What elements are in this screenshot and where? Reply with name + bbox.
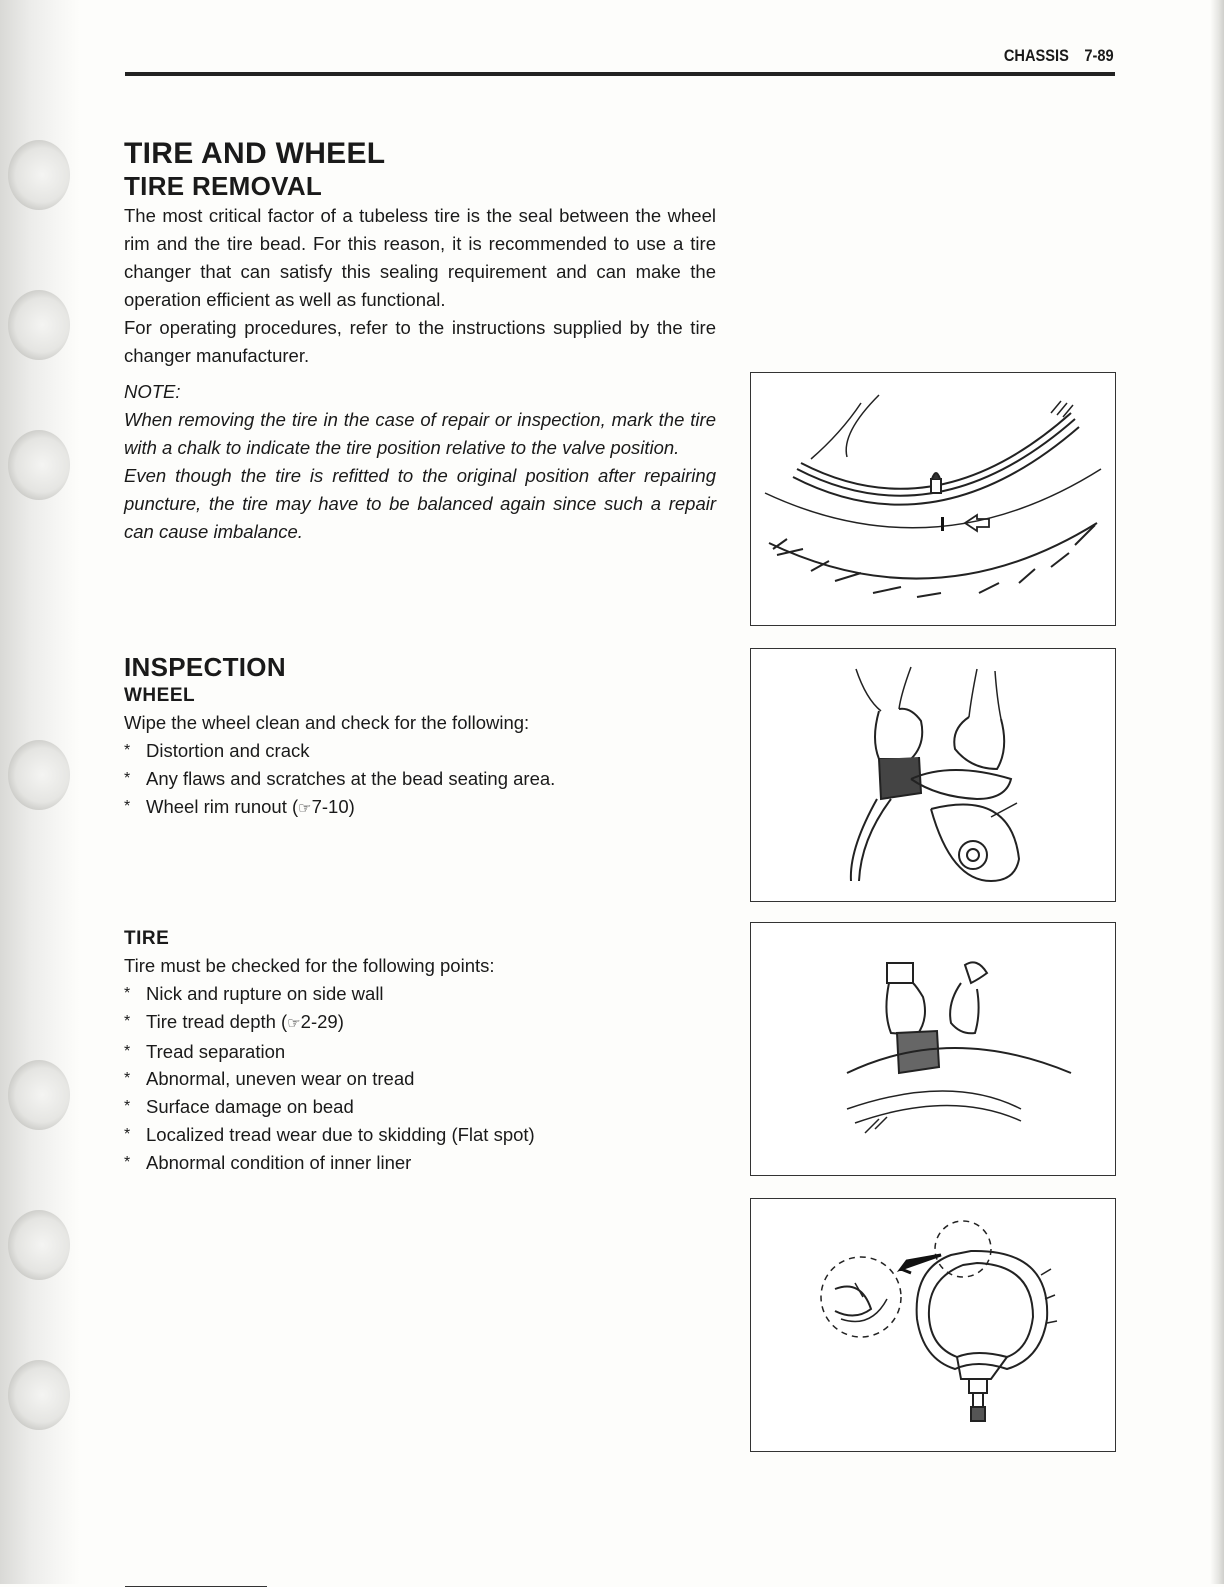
section-title: TIRE AND WHEEL (124, 137, 386, 170)
tire-inspection-section (124, 928, 716, 1177)
binder-edge (0, 0, 80, 1584)
binder-hole (8, 430, 70, 500)
list-item: * Nick and rupture on side wall (124, 980, 716, 1008)
note-text: Even though the tire is refitted to the original position after repairing puncture, the tire may have to be balanced again since such a repair can cause imbalance. (124, 465, 716, 542)
list-item: * Localized tread wear due to skidding (Flat spot) (124, 1121, 716, 1149)
list-item: * Tread separation (124, 1038, 716, 1066)
paragraph: For operating procedures, refer to the instructions supplied by the tire changer manufacturer. (124, 317, 716, 366)
page-reference[interactable]: 7-10) (311, 795, 355, 817)
tire-inspection-illustration (751, 923, 1115, 1175)
running-head (1004, 46, 1114, 66)
subsection-title: TIRE REMOVAL (124, 171, 323, 201)
tire-removal-section (124, 137, 716, 546)
note-text: When removing the tire in the case of repair or inspection, mark the tire with a chalk to indicate the tire position relative to the valve position. (124, 409, 716, 458)
figure-tire-inspection (750, 922, 1116, 1176)
inner-liner-illustration (751, 1199, 1115, 1451)
paragraph: Wipe the wheel clean and check for the following: (124, 712, 530, 733)
note-label: NOTE: (124, 381, 181, 402)
figure-inner-liner (750, 1198, 1116, 1452)
wheel-inspection-illustration (751, 649, 1115, 901)
reference-hand-icon: ☞ (298, 798, 312, 817)
list-item: * Distortion and crack (124, 737, 716, 765)
binder-hole (8, 1060, 70, 1130)
page-reference[interactable]: 2-29) (300, 1010, 344, 1032)
header-rule (125, 72, 1115, 76)
inspection-section (124, 652, 716, 822)
binder-hole (8, 140, 70, 210)
page-edge (1210, 0, 1224, 1584)
list-item: * Abnormal, uneven wear on tread (124, 1065, 716, 1093)
list-item: * Surface damage on bead (124, 1093, 716, 1121)
subsection-title: WHEEL (124, 685, 196, 706)
list-item-text: Tire tread depth ( (146, 1010, 288, 1032)
binder-hole (8, 1210, 70, 1280)
tire-valve-illustration (751, 373, 1115, 625)
paragraph: The most critical factor of a tubeless tire is the seal between the wheel rim and the tire bead. For this reason, it is recommended to use a tire changer that can satisfy this sealing requirement and can make the operation efficient as well as functional. (124, 205, 716, 310)
paragraph: Tire must be checked for the following points: (124, 955, 495, 976)
binder-hole (8, 290, 70, 360)
list-item: * Abnormal condition of inner liner (124, 1149, 716, 1177)
tire-check-list (124, 980, 716, 1177)
wheel-check-list (124, 737, 716, 822)
list-item (124, 793, 716, 823)
section-name: CHASSIS (1004, 46, 1070, 65)
list-item (124, 1008, 716, 1038)
subsection-title: TIRE (124, 928, 170, 949)
list-item: * Any flaws and scratches at the bead seating area. (124, 765, 716, 793)
figure-wheel-inspection (750, 648, 1116, 902)
page-number: 7-89 (1084, 46, 1114, 65)
list-item-text: Wheel rim runout ( (146, 795, 299, 817)
section-title: INSPECTION (124, 652, 286, 682)
reference-hand-icon: ☞ (287, 1013, 301, 1032)
figure-chalk-mark (750, 372, 1116, 626)
binder-hole (8, 740, 70, 810)
binder-hole (8, 1360, 70, 1430)
